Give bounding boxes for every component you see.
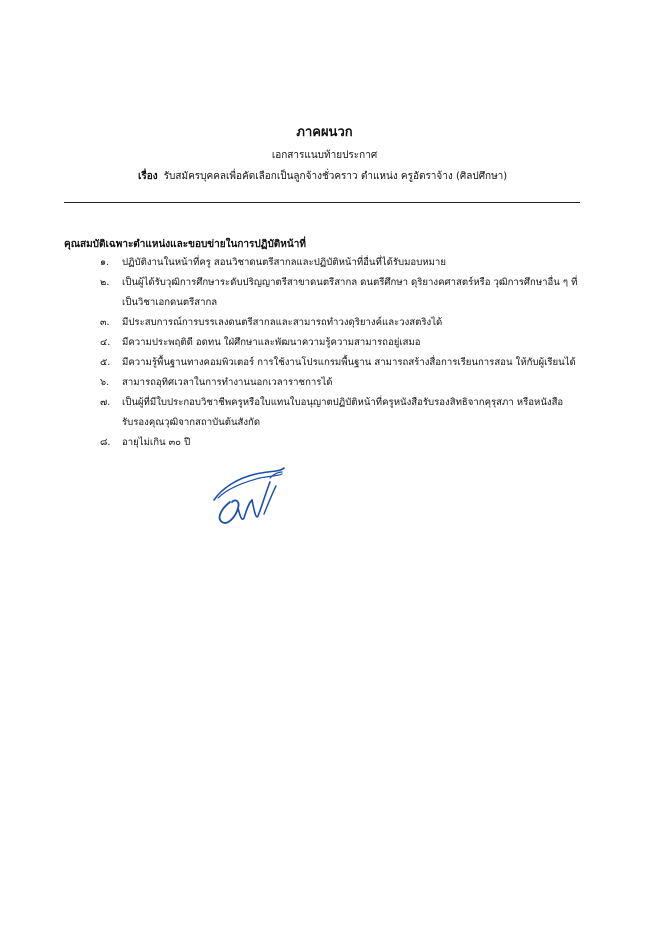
subject-line	[138, 169, 507, 184]
list-item	[100, 353, 590, 373]
item-text: เป็นผู้ได้รับวุฒิการศึกษาระดับปริญญาตรีสาขาดนตรีสากล ดนตรีศึกษา ดุริยางคศาสตร์หรือ วุฒิการศึกษาอื่น ๆ ที่เป็นวิชาเอกดนตรีสากล	[122, 277, 578, 308]
list-item	[100, 433, 590, 453]
item-number: ๘.	[100, 437, 111, 448]
qualifications-list	[100, 253, 590, 453]
item-text: มีความประพฤติดี อดทน ใฝ่ศึกษาและพัฒนาความรู้ความสามารถอยู่เสมอ	[122, 337, 421, 348]
list-item	[100, 253, 590, 273]
signature-icon	[208, 458, 288, 530]
item-text: เป็นผู้ที่มีใบประกอบวิชาชีพครูหรือใบแทนใบอนุญาตปฏิบัติหน้าที่ครูหนังสือรับรองสิทธิจากคุรุสภา หรือหนังสือรับรองคุณวุฒิจากสถาบันต้นสังกัด	[122, 397, 564, 428]
subject-label: เรื่อง	[138, 171, 158, 182]
document-subtitle: เอกสารแนบท้ายประกาศ	[271, 150, 378, 161]
subject-text: รับสมัครบุคคลเพื่อคัดเลือกเป็นลูกจ้างชั่วคราว ตำแหน่ง ครูอัตราจ้าง (ศิลปศึกษา)	[163, 171, 508, 182]
item-text: มีประสบการณ์การบรรเลงดนตรีสากลและสามารถทำวงดุริยางค์และวงสตริงได้	[122, 317, 443, 328]
item-number: ๕.	[100, 357, 111, 368]
list-item	[100, 393, 590, 433]
item-number: ๒.	[100, 277, 110, 288]
list-item	[100, 313, 590, 333]
page-title: ภาคผนวก	[296, 125, 353, 140]
horizontal-divider	[64, 202, 580, 203]
item-number: ๔.	[100, 337, 111, 348]
item-number: ๗.	[100, 397, 111, 408]
list-item	[100, 373, 590, 393]
item-number: ๑.	[100, 257, 110, 268]
item-text: สามารถอุทิศเวลาในการทำงานนอกเวลาราชการได้	[122, 377, 333, 388]
item-text: มีความรู้พื้นฐานทางคอมพิวเตอร์ การใช้งานโปรแกรมพื้นฐาน สามารถสร้างสื่อการเรียนการสอน ให้กับผู้เรียนได้	[122, 357, 576, 368]
qualifications-heading: คุณสมบัติเฉพาะตำแหน่งและขอบข่ายในการปฏิบัติหน้าที่	[64, 239, 306, 250]
item-text: ปฏิบัติงานในหน้าที่ครู สอนวิชาดนตรีสากลและปฏิบัติหน้าที่อื่นที่ได้รับมอบหมาย	[122, 257, 446, 268]
item-number: ๖.	[100, 377, 110, 388]
list-item	[100, 273, 590, 313]
list-item	[100, 333, 590, 353]
item-number: ๓.	[100, 317, 110, 328]
item-text: อายุไม่เกิน ๓๐ ปี	[122, 437, 191, 448]
